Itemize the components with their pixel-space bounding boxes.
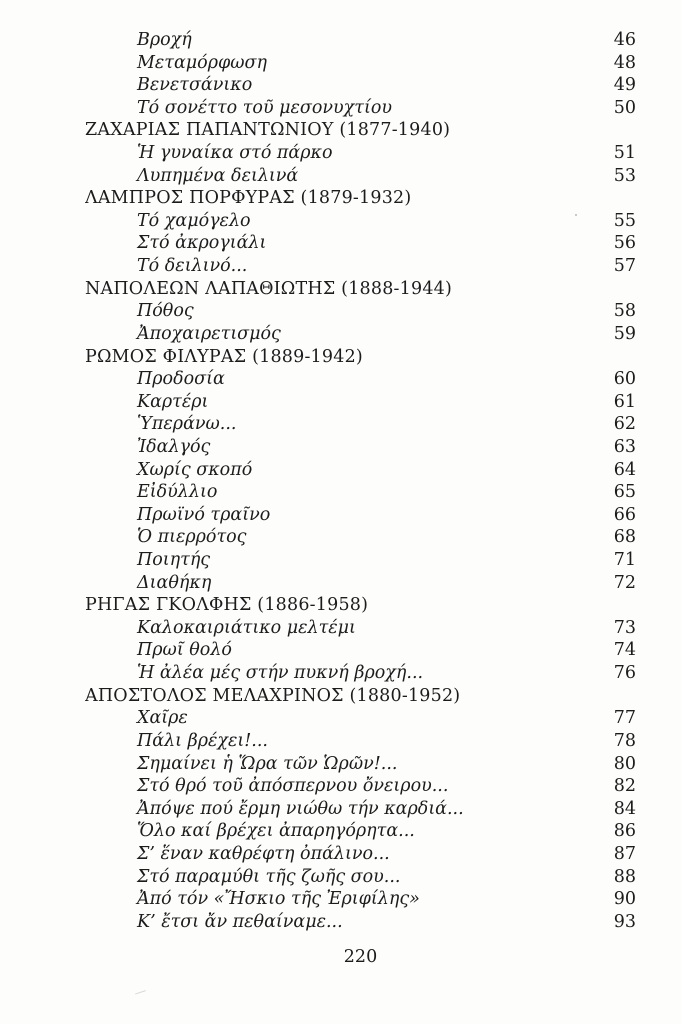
poem-title: Ἡ γυναίκα στό πάρκο [137, 143, 333, 164]
toc-poem-entry [85, 820, 636, 843]
poem-page-number: 87 [613, 843, 636, 864]
poem-title: Εἰδύλλιο [137, 482, 218, 503]
poem-page-number: 55 [613, 210, 636, 231]
toc-poem-entry [85, 843, 636, 866]
poem-title: Τό δειλινό... [137, 256, 248, 277]
poem-page-number: 93 [613, 911, 636, 932]
toc-poem-entry [85, 29, 636, 52]
toc-poem-entry [85, 481, 636, 504]
poem-title: Πρωϊνό τραῖνο [137, 504, 271, 525]
poem-page-number: 78 [613, 730, 636, 751]
toc-poem-entry [85, 391, 636, 414]
poem-page-number: 71 [613, 550, 636, 571]
poem-title: Καρτέρι [137, 391, 209, 412]
toc-author-heading [85, 119, 636, 142]
poem-page-number: 68 [613, 527, 636, 548]
toc-poem-entry [85, 707, 636, 730]
poem-title: Πόθος [137, 301, 194, 322]
poem-page-number: 59 [613, 323, 636, 344]
toc-poem-entry [85, 730, 636, 753]
toc-poem-entry [85, 459, 636, 482]
toc-author-heading [85, 685, 636, 708]
poem-page-number: 64 [613, 459, 636, 480]
poem-page-number: 51 [613, 143, 636, 164]
poem-title: Ἀπόψε πού ἔρμη νιώθω τήν καρδιά... [137, 798, 464, 819]
poem-page-number: 58 [613, 301, 636, 322]
poem-title: Τό σονέττο τοῦ μεσονυχτίου [137, 97, 393, 118]
toc-poem-entry [85, 572, 636, 595]
poem-page-number: 50 [613, 97, 636, 118]
poem-page-number: 56 [613, 233, 636, 254]
poem-page-number: 60 [613, 369, 636, 390]
poem-title: Ὁ πιερρότος [137, 527, 247, 548]
poem-title: Ὅλο καί βρέχει ἀπαρηγόρητα... [137, 821, 415, 842]
author-name: ΝΑΠΟΛΕΩΝ ΛΑΠΑΘΙΩΤΗΣ (1888-1944) [85, 278, 453, 299]
poem-page-number: 73 [613, 617, 636, 638]
toc-poem-entry [85, 210, 636, 233]
toc-poem-entry [85, 52, 636, 75]
toc-poem-entry [85, 662, 636, 685]
page-number-folio: 220 [343, 947, 378, 967]
toc-poem-entry [85, 74, 636, 97]
toc-author-heading [85, 187, 636, 210]
poem-page-number: 72 [613, 572, 636, 593]
poem-page-number: 74 [613, 640, 636, 661]
poem-title: Διαθήκη [137, 572, 212, 593]
poem-page-number: 46 [613, 30, 636, 50]
poem-page-number: 65 [613, 482, 636, 503]
toc-poem-entry [85, 504, 636, 527]
poem-title: Στό θρό τοῦ ἀπόσπερνου ὄνειρου... [137, 776, 449, 797]
toc-poem-entry [85, 413, 636, 436]
toc-poem-entry [85, 866, 636, 889]
poem-title: Ποιητής [137, 550, 211, 571]
poem-title: Ἀπό τόν «Ἤσκιο τῆς Ἐριφίλης» [137, 889, 420, 910]
toc-poem-entry [85, 798, 636, 821]
toc-poem-entry [85, 232, 636, 255]
toc-poem-entry [85, 526, 636, 549]
author-name: ΛΑΜΠΡΟΣ ΠΟΡΦΥΡΑΣ (1879-1932) [85, 188, 412, 209]
poem-page-number: 90 [613, 889, 636, 910]
poem-title: Πάλι βρέχει!... [137, 730, 268, 751]
poem-title: Χαῖρε [137, 708, 188, 729]
poem-page-number: 57 [613, 256, 636, 277]
poem-title: Στό ἀκρογιάλι [137, 233, 267, 254]
toc-poem-entry [85, 97, 636, 120]
poem-page-number: 88 [613, 866, 636, 887]
scan-artifact-speck [575, 214, 577, 216]
poem-title: Βροχή [137, 30, 192, 50]
toc-poem-entry [85, 549, 636, 572]
toc-author-heading [85, 594, 636, 617]
poem-title: Κ’ ἔτσι ἄν πεθαίναμε... [137, 911, 343, 932]
poem-page-number: 77 [613, 708, 636, 729]
toc-poem-entry [85, 165, 636, 188]
poem-page-number: 82 [613, 776, 636, 797]
toc-poem-entry [85, 142, 636, 165]
poem-page-number: 80 [613, 753, 636, 774]
scan-artifact-scratch [133, 984, 146, 994]
poem-page-number: 49 [613, 75, 636, 96]
toc-poem-entry [85, 617, 636, 640]
poem-title: Ἡ ἀλέα μές στήν πυκνή βροχή... [137, 663, 424, 684]
poem-title: Ὑπεράνω... [137, 414, 237, 435]
toc-poem-entry [85, 753, 636, 776]
toc-poem-entry [85, 775, 636, 798]
toc-poem-entry [85, 911, 636, 934]
poem-title: Σημαίνει ἡ Ὥρα τῶν Ὡρῶν!... [137, 753, 398, 774]
poem-title: Προδοσία [137, 369, 225, 390]
poem-title: Λυπημένα δειλινά [137, 165, 299, 186]
poem-page-number: 48 [613, 52, 636, 73]
poem-page-number: 86 [613, 821, 636, 842]
toc-poem-entry [85, 323, 636, 346]
toc-poem-entry [85, 436, 636, 459]
toc-poem-entry [85, 639, 636, 662]
poem-title: Ἀποχαιρετισμός [137, 323, 281, 344]
poem-title: Μεταμόρφωση [137, 52, 267, 73]
poem-title: Καλοκαιριάτικο μελτέμι [137, 617, 356, 638]
toc-poem-entry [85, 255, 636, 278]
toc-author-heading [85, 278, 636, 301]
poem-page-number: 63 [613, 436, 636, 457]
poem-title: Ἰδαλγός [137, 436, 211, 457]
poem-title: Στό παραμύθι τῆς ζωῆς σου... [137, 866, 401, 887]
poem-page-number: 76 [613, 663, 636, 684]
poem-title: Τό χαμόγελο [137, 210, 251, 231]
poem-title: Χωρίς σκοπό [137, 459, 253, 480]
poem-page-number: 62 [613, 414, 636, 435]
author-name: ΑΠΟΣΤΟΛΟΣ ΜΕΛΑΧΡΙΝΟΣ (1880-1952) [85, 685, 461, 706]
author-name: ΡΩΜΟΣ ΦΙΛΥΡΑΣ (1889-1942) [85, 346, 363, 367]
table-of-contents [85, 29, 636, 933]
poem-page-number: 66 [613, 504, 636, 525]
toc-poem-entry [85, 368, 636, 391]
poem-page-number: 61 [613, 391, 636, 412]
toc-poem-entry [85, 888, 636, 911]
toc-poem-entry [85, 300, 636, 323]
poem-title: Βενετσάνικο [137, 75, 253, 96]
author-name: ΡΗΓΑΣ ΓΚΟΛΦΗΣ (1886-1958) [85, 595, 369, 616]
poem-page-number: 84 [613, 798, 636, 819]
poem-title: Πρωῖ θολό [137, 640, 232, 661]
poem-page-number: 53 [613, 165, 636, 186]
author-name: ΖΑΧΑΡΙΑΣ ΠΑΠΑΝΤΩΝΙΟΥ (1877-1940) [85, 120, 451, 141]
poem-title: Σ’ ἕναν καθρέφτη ὀπάλινο... [137, 843, 390, 864]
toc-author-heading [85, 346, 636, 369]
